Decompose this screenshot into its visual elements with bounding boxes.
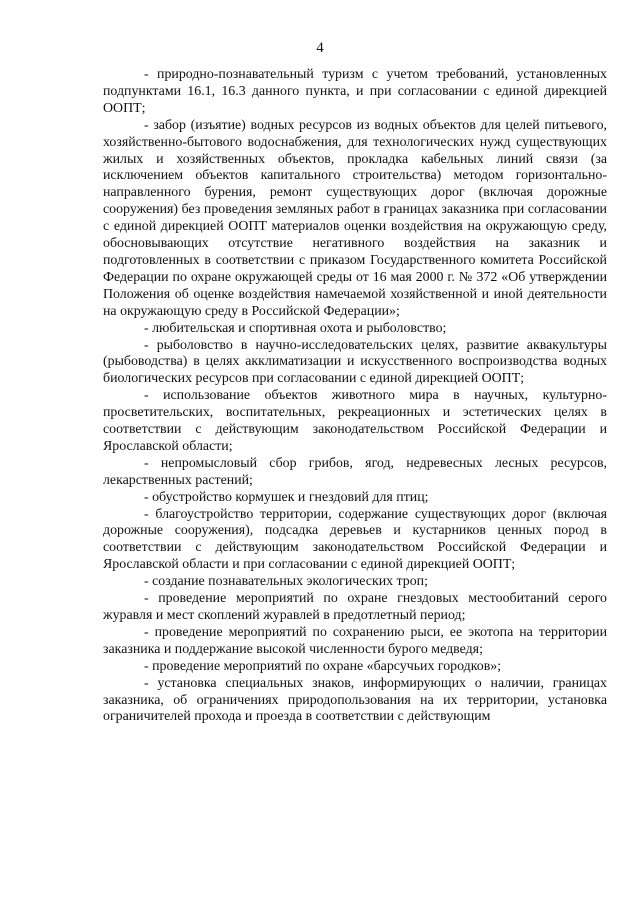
paragraph-gathering: - непромысловый сбор грибов, ягод, недревесных лесных ресурсов, лекарственных растений; (103, 455, 607, 488)
paragraph-hunting: - любительская и спортивная охота и рыболовство; (144, 320, 447, 336)
paragraph-crane-protection: - проведение мероприятий по охране гнездовых местообитаний серого журавля и мест скоплений журавлей в предотлетный период; (103, 591, 607, 623)
paragraph-landscaping: - благоустройство территории, содержание существующих дорог (включая дорожные сооружения), подсадка деревьев и кустарников ценных пород в соответствии с действующим законодательством Российской Федерации и Ярославской области и при согласовании с единой дирекцией ООПТ; (103, 506, 607, 573)
paragraph-eco-trails: - создание познавательных экологических троп; (144, 574, 428, 590)
paragraph-tourism: - природно-познавательный туризм с учетом требований, установленных подпунктами 16.1, 16.3 данного пункта, и при согласовании с единой дирекцией ООПТ; (103, 67, 607, 116)
document-body (103, 67, 607, 726)
page-number: 4 (316, 40, 324, 56)
paragraph-research-fishing: - рыболовство в научно-исследовательских целях, развитие аквакультуры (рыбоводства) в целях акклиматизации и искусственного воспроизводства водных биологических ресурсов при согласовании с единой дирекцией ООПТ; (103, 337, 607, 387)
paragraph-badger-protection: - проведение мероприятий по охране «барсучьих городков»; (144, 658, 502, 674)
paragraph-signage: - установка специальных знаков, информирующих о наличии, границах заказника, об ограничениях природопользования на их территории, установка ограничителей прохода и проезда в соответствии с действующим (103, 675, 607, 725)
paragraph-water-intake: - забор (изъятие) водных ресурсов из водных объектов для целей питьевого, хозяйственно-бытового водоснабжения, для технологических нужд существующих жилых и хозяйственных объектов, прокладка кабельных линий связи (за исключением объектов капитального строительства) методом горизонтально-направленного бурения, ремонт существующих дорог (включая дорожные сооружения) без проведения земляных работ в границах заказника при согласовании с единой дирекцией ООПТ материалов оценки воздействия на окружающую среду, обосновывающих отсутствие негативного воздействия на заказник и подготовленных в соответствии с приказом Государственного комитета Российской Федерации по охране окружающей среды от 16 мая 2000 г. № 372 «Об утверждении Положения об оценке воздействия намечаемой хозяйственной и иной деятельности на окружающую среду в Российской Федерации»; (103, 117, 607, 319)
paragraph-wildlife-use: - использование объектов животного мира в научных, культурно-просветительских, воспитательных, рекреационных и эстетических целях в соответствии с действующим законодательством Российской Федерации и Ярославской области; (103, 388, 607, 454)
paragraph-bird-feeders: - обустройство кормушек и гнездовий для птиц; (144, 489, 429, 505)
paragraph-lynx-protection: - проведение мероприятий по сохранению рыси, ее экотопа на территории заказника и поддержание высокой численности бурого медведя; (103, 624, 607, 657)
